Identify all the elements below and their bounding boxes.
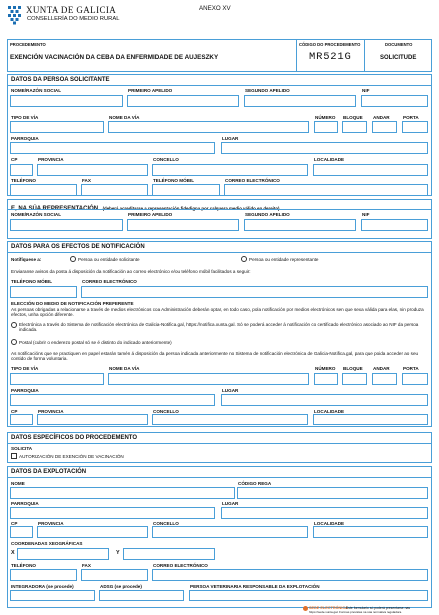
rep-name-field[interactable] <box>10 219 123 231</box>
rega-code-field[interactable] <box>237 487 428 499</box>
road-name-label: NOME DA VÍA <box>109 115 140 120</box>
applicant-cp-field[interactable] <box>10 164 33 176</box>
notif-province-label: PROVINCIA <box>38 409 64 414</box>
parish-label: PARROQUIA <box>11 136 39 141</box>
applicant-surname1-field[interactable] <box>127 95 239 107</box>
adsg-label: ADSG (se procede) <box>100 584 142 589</box>
notif-floor-field[interactable] <box>372 373 397 385</box>
farm-phone-label: TELÉFONO <box>11 563 37 568</box>
annex-label: ANEXO XV <box>199 5 231 12</box>
notif-email-label: CORREO ELECTRÓNICO <box>82 279 137 284</box>
applicant-block-field[interactable] <box>342 121 367 133</box>
farm-place-field[interactable] <box>221 507 428 519</box>
applicant-place-field[interactable] <box>221 142 428 154</box>
farm-locality-label: LOCALIDADE <box>314 521 345 526</box>
notif-road-name-field[interactable] <box>108 373 309 385</box>
place-label: LUGAR <box>222 136 239 141</box>
notif-door-field[interactable] <box>402 373 428 385</box>
notif-door-label: PORTA <box>403 366 419 371</box>
coords-label: COORDENADAS XEOGRÁFICAS <box>11 541 83 546</box>
nif-label: NIF <box>362 88 370 93</box>
representative-title-text: E, NA SÚA REPRESENTACIÓN <box>11 206 99 212</box>
procedure-code-label: CÓDIGO DO PROCEDEMENTO <box>299 42 361 47</box>
document-type: SOLICITUDE <box>380 55 417 61</box>
specific-data-section-title: DATOS ESPECÍFICOS DO PROCEDEMENTO <box>11 435 138 441</box>
rep-surname1-label: PRIMEIRO APELIDO <box>128 212 173 217</box>
email-label: CORREO ELECTRÓNICO <box>225 178 280 183</box>
xunta-logo <box>7 5 23 25</box>
farm-name-field[interactable] <box>10 487 235 499</box>
floor-label: ANDAR <box>373 115 390 120</box>
rep-surname2-label: SEGUNDO APELIDO <box>245 212 290 217</box>
rep-name-label: NOME/RAZÓN SOCIAL <box>11 212 62 217</box>
notif-parish-field[interactable] <box>10 394 215 406</box>
requests-label: SOLICITA <box>11 446 33 451</box>
procedure-label: PROCEDEMENTO <box>10 42 46 47</box>
applicant-parish-field[interactable] <box>10 142 215 154</box>
applicant-fax-field[interactable] <box>81 184 148 196</box>
farm-locality-field[interactable] <box>313 526 428 538</box>
farm-place-label: LUGAR <box>222 501 239 506</box>
notif-council-label: CONCELLO <box>153 409 179 414</box>
vet-field[interactable] <box>189 590 428 601</box>
door-label: PORTA <box>403 115 419 120</box>
phone-label: TELÉFONO <box>11 178 37 183</box>
authorization-checkbox[interactable] <box>11 453 17 459</box>
applicant-nif-field[interactable] <box>361 95 428 107</box>
paper-notification-text: As notificacións que se practiquen en papel estarán tamén á disposición da persoa indicada anteriormente no Sistema de notificación electrónica de Galicia-Notifica.gal, para que poida acceder ao seu contido de forma voluntaria. <box>11 351 419 362</box>
farm-phone-field[interactable] <box>10 569 77 581</box>
locality-label: LOCALIDADE <box>314 157 345 162</box>
adsg-field[interactable] <box>99 590 184 601</box>
farm-parish-label: PARROQUIA <box>11 501 39 506</box>
notification-section-title: DATOS PARA OS EFECTOS DE NOTIFICACIÓN <box>11 244 145 250</box>
farm-cp-label: CP <box>11 521 18 526</box>
applicant-province-field[interactable] <box>37 164 148 176</box>
name-label: NOME/RAZÓN SOCIAL <box>11 88 62 93</box>
applicant-road-name-field[interactable] <box>108 121 309 133</box>
coord-x-label: X <box>11 550 15 556</box>
notif-locality-label: LOCALIDADE <box>314 409 345 414</box>
applicant-road-type-field[interactable] <box>10 121 104 133</box>
notif-cp-label: CP <box>11 409 18 414</box>
dept-name: CONSELLERÍA DO MEDIO RURAL <box>27 16 120 22</box>
applicant-email-field[interactable] <box>224 184 428 196</box>
document-label: DOCUMENTO <box>385 42 413 47</box>
notif-council-field[interactable] <box>152 414 308 425</box>
farm-section-title: DATOS DA EXPLOTACIÓN <box>11 469 87 475</box>
farm-council-label: CONCELLO <box>153 521 179 526</box>
coord-y-field[interactable] <box>123 548 215 560</box>
notif-number-field[interactable] <box>314 373 338 385</box>
rep-surname2-field[interactable] <box>244 219 356 231</box>
farm-province-label: PROVINCIA <box>38 521 64 526</box>
notif-road-type-label: TIPO DE VÍA <box>11 366 39 371</box>
notif-floor-label: ANDAR <box>373 366 390 371</box>
representative-title-note: (deberá acreditarse a representación fidedigna por calquera medio válido en dereito) <box>102 206 280 211</box>
applicant-locality-field[interactable] <box>313 164 428 176</box>
surname2-label: SEGUNDO APELIDO <box>245 88 290 93</box>
applicant-mobile-field[interactable] <box>152 184 220 196</box>
mobile-label: TELÉFONO MÓBIL <box>153 178 195 183</box>
notify-representative-label: Persoa ou entidade representante <box>249 256 319 262</box>
rep-nif-label: NIF <box>362 212 370 217</box>
notification-choice-text: As persoas obrigadas a relacionarse a través de medios electrónicos coa Administración deberán optar, en todo caso, pola notificación por medios electrónicos sen que sexa válida para elas, nin produza efectos, unha opción diferente. <box>11 306 424 317</box>
integrator-field[interactable] <box>10 590 95 601</box>
cp-label: CP <box>11 157 18 162</box>
coord-x-field[interactable] <box>17 548 109 560</box>
surname1-label: PRIMEIRO APELIDO <box>128 88 173 93</box>
notify-electronic-radio[interactable] <box>11 322 17 328</box>
applicant-door-field[interactable] <box>402 121 428 133</box>
notify-postal-radio[interactable] <box>11 339 17 345</box>
vet-label: PERSOA VETERINARIA RESPONSABLE DA EXPLOTACIÓN <box>190 584 320 589</box>
farm-fax-label: FAX <box>82 563 91 568</box>
farm-email-field[interactable] <box>152 569 428 581</box>
notif-mobile-field[interactable] <box>10 286 77 298</box>
notif-email-field[interactable] <box>81 286 428 298</box>
notif-road-name-label: NOME DA VÍA <box>109 366 140 371</box>
notify-to-label: Notifíquese a: <box>11 257 42 262</box>
notify-electronic-label: Electrónica a través do Sistema de notificación electrónica de Galicia-Notifica.gal, https://notifica.xunta.gal. Só se poderá acceder á notificación co certificado electrónico asociado ao NIF da persoa indicada. <box>19 322 419 333</box>
footer-seal-text: SEDE ELECTRÓNICA <box>309 606 348 610</box>
applicant-name-field[interactable] <box>10 95 123 107</box>
province-label: PROVINCIA <box>38 157 64 162</box>
notif-place-label: LUGAR <box>222 388 239 393</box>
xunta-emblem-icon <box>7 5 23 25</box>
notif-block-field[interactable] <box>342 373 367 385</box>
applicant-section-title: DATOS DA PERSOA SOLICITANTE <box>11 77 110 83</box>
notif-cp-field[interactable] <box>10 414 33 425</box>
sede-seal-icon <box>303 606 308 611</box>
footer-note-2: https://sede.xunta.gal. Formas previstas na súa normativa reguladora. <box>309 610 403 614</box>
notif-mobile-label: TELÉFONO MÓBIL <box>11 279 53 284</box>
org-name: XUNTA DE GALICIA <box>26 5 117 15</box>
footer-note-1: Este formulario só poderá presentarse nas <box>346 606 411 610</box>
notify-applicant-label: Persoa ou entidade solicitante <box>78 256 140 262</box>
notif-block-label: BLOQUE <box>343 366 363 371</box>
road-type-label: TIPO DE VÍA <box>11 115 39 120</box>
notif-place-field[interactable] <box>221 394 428 406</box>
farm-name-label: NOME <box>11 481 25 486</box>
farm-parish-field[interactable] <box>10 507 215 519</box>
council-label: CONCELLO <box>153 157 179 162</box>
notify-postal-label: Postal (cubrir o enderezo postal só se é distinto do indicado anteriormente) <box>19 339 172 345</box>
applicant-phone-field[interactable] <box>10 184 77 196</box>
farm-province-field[interactable] <box>37 526 148 538</box>
applicant-number-field[interactable] <box>314 121 338 133</box>
procedure-code: MR521G <box>309 51 352 63</box>
farm-cp-field[interactable] <box>10 526 33 538</box>
rega-code-label: CÓDIGO REGA <box>238 481 272 486</box>
integrator-label: INTEGRADORA (se procede) <box>11 584 74 589</box>
farm-fax-field[interactable] <box>81 569 148 581</box>
authorization-label: AUTORIZACIÓN DE EXENCIÓN DE VACINACIÓN <box>19 453 124 459</box>
fax-label: FAX <box>82 178 91 183</box>
notification-warning-text: Enviaranse avisos da posta á disposición da notificación ao correo electrónico e/ou teléfono móbil facilitados a seguir: <box>11 269 251 274</box>
notif-parish-label: PARROQUIA <box>11 388 39 393</box>
notif-road-type-field[interactable] <box>10 373 104 385</box>
applicant-council-field[interactable] <box>152 164 308 176</box>
notification-choice-title: ELECCIÓN DO MEDIO DE NOTIFICACIÓN PREFERENTE <box>11 301 134 306</box>
notif-locality-field[interactable] <box>313 414 428 425</box>
applicant-surname2-field[interactable] <box>244 95 356 107</box>
coord-y-label: Y <box>116 550 120 556</box>
applicant-floor-field[interactable] <box>372 121 397 133</box>
notify-representative-radio[interactable] <box>241 256 247 262</box>
notif-number-label: NÚMERO <box>315 366 336 371</box>
rep-surname1-field[interactable] <box>127 219 239 231</box>
farm-email-label: CORREO ELECTRÓNICO <box>153 563 208 568</box>
block-label: BLOQUE <box>343 115 363 120</box>
rep-nif-field[interactable] <box>361 219 428 231</box>
farm-council-field[interactable] <box>152 526 308 538</box>
number-label: NÚMERO <box>315 115 336 120</box>
procedure-title: EXENCIÓN VACINACIÓN DA CEBA DA ENFERMIDADE DE AUJESZKY <box>10 54 219 61</box>
notif-province-field[interactable] <box>37 414 148 425</box>
notify-applicant-radio[interactable] <box>70 256 76 262</box>
